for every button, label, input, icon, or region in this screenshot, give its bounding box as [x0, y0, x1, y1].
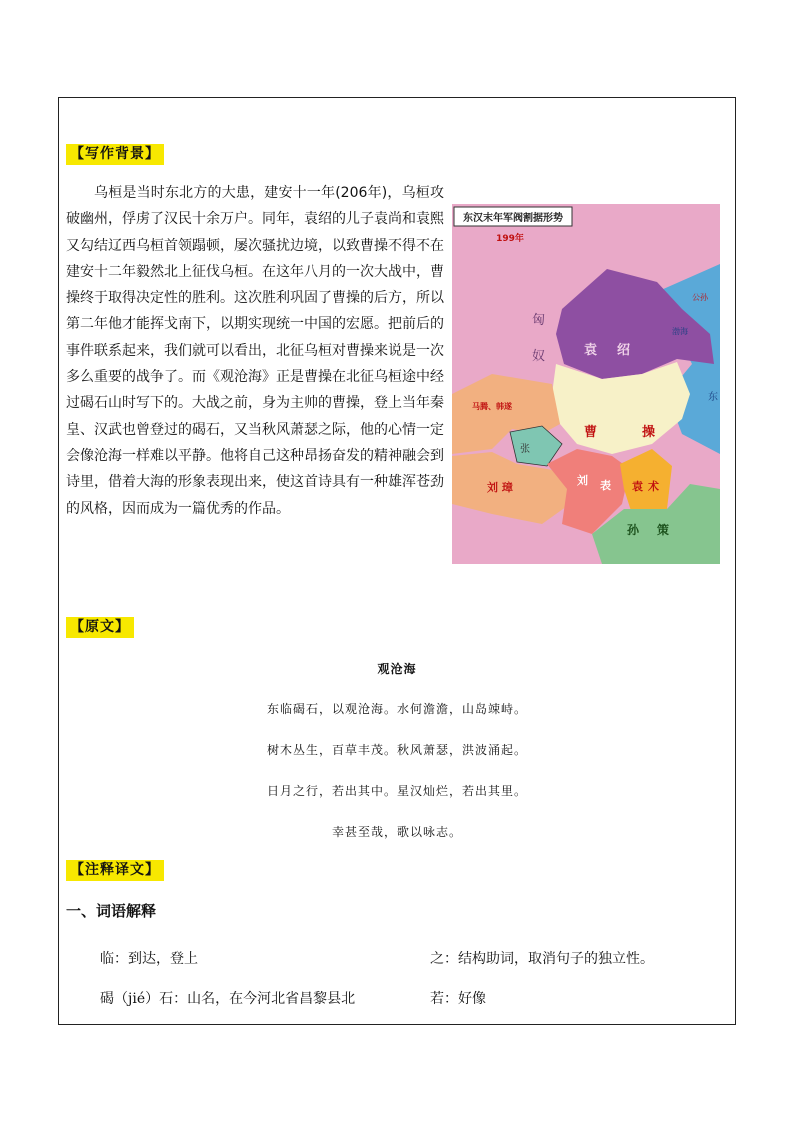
note-item-2: 之：结构助词，取消句子的独立性。: [430, 951, 654, 967]
background-text: [66, 180, 444, 522]
map-image: [452, 204, 720, 564]
section-background-title: 【写作背景】: [66, 144, 164, 165]
poem-line-4: 幸甚至哉，歌以咏志。: [331, 825, 462, 839]
note-item-1: 临：到达，登上: [100, 951, 198, 967]
map-year: 199年: [496, 234, 524, 244]
note-item-3: 碣（jié）石：山名，在今河北省昌黎县北: [100, 991, 356, 1007]
map-label-dong: 东: [708, 392, 718, 403]
map-label-sunce-1: 孙: [627, 523, 640, 537]
poem-line-2: 树木丛生，百草丰茂。秋风萧瑟，洪波涌起。: [266, 743, 527, 757]
poem-line-1: 东临碣石，以观沧海。水何澹澹，山岛竦峙。: [266, 702, 527, 716]
poem-title: 观沧海: [377, 662, 417, 676]
section-original-title: 【原文】: [66, 617, 134, 638]
map-title: 东汉末年军阀割据形势: [463, 213, 563, 224]
poem-line-3: 日月之行，若出其中。星汉灿烂，若出其里。: [266, 784, 527, 798]
map-label-sunce-2: 策: [657, 523, 670, 537]
map-graphic: [452, 204, 720, 564]
map-label-liuzhang: 刘 璋: [487, 481, 513, 494]
map-label-yuanshu-1: 袁: [632, 480, 643, 493]
map-label-liubiao-2: 表: [600, 479, 611, 492]
map-label-caocao-1: 曹: [584, 425, 598, 440]
map-label-yuanshao-1: 袁: [584, 343, 598, 358]
section-notes-title: 【注释译文】: [66, 860, 164, 881]
map-label-yuanshu-2: 术: [648, 480, 659, 493]
map-label-xiongnu-2: 奴: [532, 349, 546, 364]
map-label-xiongnu-1: 匈: [532, 313, 546, 328]
map-label-liubiao-1: 刘: [577, 474, 588, 487]
map-label-ma: 马腾、韩遂: [472, 402, 512, 411]
map-label-zhang: 张: [520, 444, 530, 455]
map-label-yuanshao-2: 绍: [617, 343, 631, 358]
note-item-4: 若：好像: [430, 991, 486, 1007]
map-label-caocao-2: 操: [642, 425, 656, 440]
background-paragraph: 乌桓是当时东北方的大患，建安十一年(206年)，乌桓攻破幽州，俘虏了汉民十余万户。同年，袁绍的儿子袁尚和袁熙又勾结辽西乌桓首领蹋顿，屡次骚扰边境，以致曹操不得不在建安十二年毅然北上征伐乌桓。在这年八月的一次大战中，曹操终于取得决定性的胜利。这次胜利巩固了曹操的后方，所以第二年他才能挥戈南下，以期实现统一中国的宏愿。把前后的事件联系起来，我们就可以看出，北征乌桓对曹操来说是一次多么重要的战争了。而《观沧海》正是曹操在北征乌桓途中经过碣石山时写下的。大战之前，身为主帅的曹操，登上当年秦皇、汉武也曾登过的碣石，又当秋风萧瑟之际，他的心情一定会像沧海一样难以平静。他将自己这种昂扬奋发的精神融会到诗里，借着大海的形象表现出来，使这首诗具有一种雄浑苍劲的风格，因而成为一篇优秀的作品。: [66, 185, 444, 517]
map-label-gongsun: 公孙: [692, 293, 708, 302]
map-label-bohai: 渤海: [672, 327, 688, 336]
notes-heading: 一、词语解释: [66, 902, 157, 920]
